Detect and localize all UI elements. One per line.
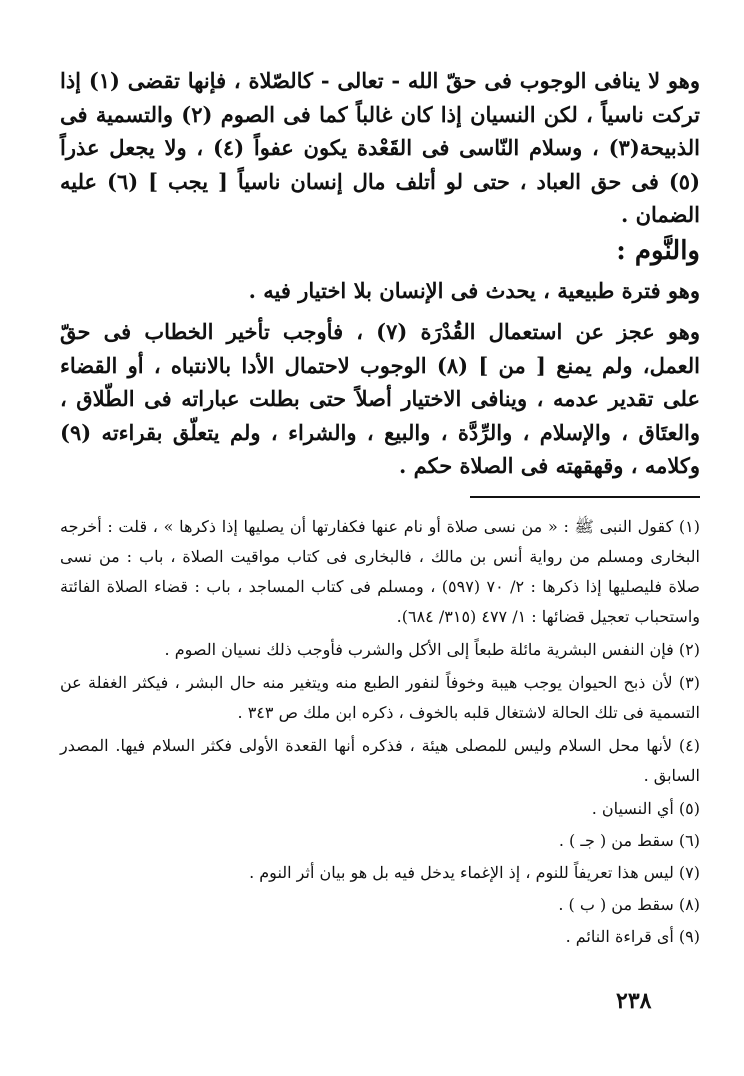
footnote-divider	[470, 496, 700, 498]
footnote-3: (٣) لأن ذبح الحيوان يوجب هيبة وخوفاً لنفور الطبع منه ويتغير منه حال البشر ، فيكثر الغفلة عن التسمية فى تلك الحالة لاشتغال قلبه بالخوف ، ذكره ابن ملك ص ٣٤٣ .	[60, 673, 700, 722]
footnotes	[60, 512, 700, 954]
main-text-block	[60, 64, 700, 483]
footnote-1: (١) كقول النبى ﷺ : « من نسى صلاة أو نام عنها فكفارتها أن يصليها إذا ذكرها » ، قلت : أخرجه البخارى ومسلم من رواية أنس بن مالك ، فالبخارى فى كتاب مواقيت الصلاة ، باب : من نسى صلاة فليصليها إذا ذكرها : ٢/ ٧٠ (٥٩٧) ، ومسلم فى كتاب المساجد ، باب : قضاء الصلاة الفائتة واستحباب تعجيل قضائها : ١/ ٤٧٧ (٣١٥/ ٦٨٤).	[60, 517, 700, 626]
section-heading-sleep: والنَّوم :	[616, 235, 700, 266]
paragraph-sleep-definition: وهو فترة طبيعية ، يحدث فى الإنسان بلا اختيار فيه .	[248, 277, 700, 303]
footnote-9: (٩) أى قراءة النائم .	[565, 927, 700, 946]
footnote-5: (٥) أي النسيان .	[591, 799, 700, 818]
footnote-2: (٢) فإن النفس البشرية مائلة طبعاً إلى الأكل والشرب فأوجب ذلك نسيان الصوم .	[164, 640, 700, 659]
footnote-8: (٨) سقط من ( ب ) .	[558, 895, 700, 914]
footnote-7: (٧) ليس هذا تعريفاً للنوم ، إذ الإغماء يدخل فيه بل هو بيان أثر النوم .	[249, 863, 700, 882]
paragraph-sleep-ruling: وهو عجز عن استعمال القُدْرَة (٧) ، فأوجب تأخير الخطاب فى حقّ العمل، ولم يمنع [ من ] (٨) الوجوب لاحتمال الأدا بالانتباه ، أو القضاء على تقدير عدمه ، وينافى الاختيار أصلاً حتى بطلت عباراته فى الطّلاق ، والعتَاق ، والإسلام ، والرِّدَّة ، والبيع ، والشراء ، ولم يتعلّق بقراءته (٩) وكلامه ، وقهقهته فى الصلاة حكم .	[60, 319, 700, 478]
footnote-6: (٦) سقط من ( جـ ) .	[558, 831, 700, 850]
footnote-4: (٤) لأنها محل السلام وليس للمصلى هيئة ، فذكره أنها القعدة الأولى فكثر السلام فيها. المصدر السابق .	[60, 736, 700, 785]
paragraph-forgetfulness: وهو لا ينافى الوجوب فى حقّ الله - تعالى - كالصّلاة ، فإنها تقضى (١) إذا تركت ناسياً ، لكن النسيان إذا كان غالباً كما فى الصوم (٢) والتسمية فى الذبيحة(٣) ، وسلام النّاسى فى القَعْدة يكون عفواً (٤) ، ولا يجعل عذراً (٥) فى حق العباد ، حتى لو أتلف مال إنسان ناسياً [ يجب ] (٦) عليه الضمان .	[60, 68, 701, 227]
page-number: ٢٣٨	[616, 988, 652, 1014]
